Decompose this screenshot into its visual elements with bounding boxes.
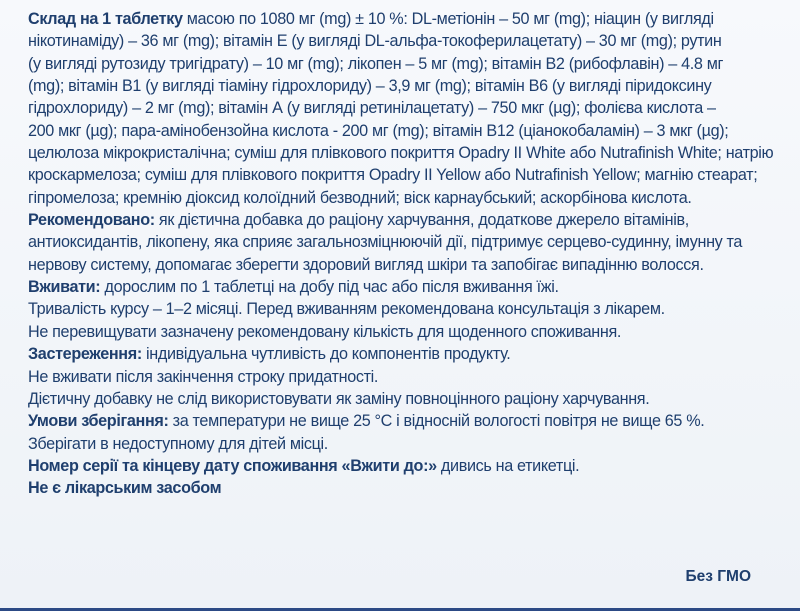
usage-heading: Вживати:	[28, 278, 101, 297]
composition-line-5: гідрохлориду) – 2 мг (mg); вітамін А (у вигляді ретинілацетату) – 750 мкг (µg); фолієва кислота –	[28, 99, 716, 118]
composition-line-9: гіпромелоза; кремнію діоксид колоїдний безводний; віск карнаубський; аскорбінова кислота.	[28, 188, 692, 207]
warnings-line-2: Не вживати після закінчення строку придатності.	[28, 367, 379, 386]
composition-heading: Склад на 1 таблетку	[28, 10, 183, 28]
storage-line-1	[28, 410, 788, 432]
composition-line-3: (у вигляді рутозиду тригідрату) – 10 мг (mg); лікопен – 5 мг (mg); вітамін В2 (рибофлавін) – 4.8 мг	[28, 54, 724, 73]
batch-bold: Номер серії та кінцеву дату споживання «Вжити до:»	[28, 456, 437, 475]
recommended-line-2: антиоксидантів, лікопену, яка сприяє загальнозміцнюючій дії, підтримує серцево-судинну, імунну та	[28, 233, 743, 252]
usage-line-3: Не перевищувати зазначену рекомендовану кількість для щоденного споживання.	[28, 322, 622, 341]
warnings-line-3: Дієтичну добавку не слід використовувати як заміну повноцінного раціону харчування.	[28, 389, 650, 408]
composition-line-6: 200 мкг (µg); пара-амінобензойна кислота - 200 мг (mg); вітамін В12 (ціанокобаламін) – 3 мкг (µg);	[28, 121, 729, 140]
storage-heading: Умови зберігання:	[28, 412, 169, 431]
batch-line	[28, 455, 788, 477]
warnings-text: індивідуальна чутливість до компонентів продукту.	[141, 345, 511, 364]
storage-text: за температури не вище 25 °С і відносній вологості повітря не вище 65 %.	[168, 412, 705, 431]
gmo-free-label: Без ГМО	[685, 568, 751, 585]
recommended-line-3: нервову систему, допомагає зберегти здоровий вигляд шкіри та запобігає випадінню волосся.	[28, 255, 704, 274]
composition-line-1	[28, 8, 788, 30]
recommended-line-1	[28, 209, 788, 231]
warnings-heading: Застереження:	[28, 345, 142, 364]
recommended-text: як дієтична добавка до раціону харчування, додаткове джерело вітамінів,	[154, 211, 689, 230]
composition-line-2: нікотинаміду) – 36 мг (mg); вітамін Е (у вигляді DL-альфа-токоферилацетату) – 30 мг (mg); рутин	[28, 32, 722, 51]
composition-line-7: целюлоза мікрокристалічна; суміш для плівкового покриття Opadry II White або Nutrafinish White; натрію	[28, 144, 774, 163]
composition-text: масою по 1080 мг (mg) ± 10 %: DL-метіонін – 50 мг (mg); ніацин (у вигляді	[182, 10, 714, 28]
batch-text: дивись на етикетці.	[436, 456, 580, 475]
recommended-heading: Рекомендовано:	[28, 211, 155, 230]
usage-line-1	[28, 276, 788, 298]
composition-line-8: кроскармелоза; суміш для плівкового покриття Opadry II Yellow або Nutrafinish Yellow; магнію стеарат;	[28, 166, 758, 185]
label-text	[28, 8, 788, 500]
not-medicine-note: Не є лікарським засобом	[28, 479, 222, 498]
composition-line-4: (mg); вітамін В1 (у вигляді тіаміну гідрохлориду) – 3,9 мг (mg); вітамін В6 (у вигляді піридоксину	[28, 77, 712, 96]
storage-line-2: Зберігати в недоступному для дітей місці.	[28, 434, 328, 453]
usage-line-2: Тривалість курсу – 1–2 місяці. Перед вживанням рекомендована консультація з лікарем.	[28, 300, 665, 319]
usage-text: дорослим по 1 таблетці на добу під час або після вживання їжі.	[100, 278, 559, 297]
warnings-line-1	[28, 343, 788, 365]
